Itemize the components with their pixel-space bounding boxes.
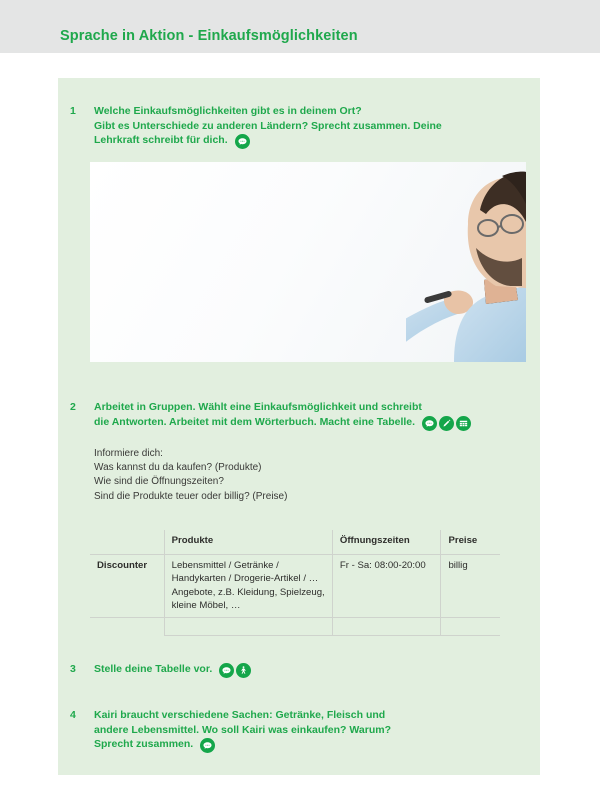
table-header — [90, 530, 500, 554]
table-row — [90, 554, 500, 617]
table-header-row — [90, 530, 500, 554]
exercise-4 — [70, 708, 391, 753]
exercise-4-line-3 — [94, 737, 391, 753]
exercise-2-text — [94, 400, 471, 431]
produkte-line-2: Handykarten / Drogerie-Artikel / … — [171, 573, 319, 585]
produkte-line-1: Lebensmittel / Getränke / — [171, 559, 279, 571]
exercise-1-line-2: Gibt es Unterschiede zu anderen Ländern? Sprecht zusammen. Deine — [94, 119, 442, 132]
table-header-blank — [90, 530, 164, 554]
exercise-2 — [70, 400, 471, 431]
exercise-1-icons — [235, 134, 250, 149]
table-header-produkte: Produkte — [164, 530, 332, 554]
person-walking-icon — [236, 663, 251, 678]
table-grid-icon — [456, 416, 471, 431]
table-body — [90, 554, 500, 635]
exercise-3-text — [94, 662, 251, 678]
info-line-1: Informiere dich: — [94, 448, 163, 459]
exercise-2-number: 2 — [70, 401, 76, 413]
speech-bubble-icon — [200, 738, 215, 753]
speech-bubble-icon — [219, 663, 234, 678]
exercise-1-line-1: Welche Einkaufsmöglichkeiten gibt es in deinem Ort? — [94, 105, 362, 117]
page-title: Sprache in Aktion - Einkaufsmöglichkeiten — [60, 28, 358, 44]
exercise-1-text — [94, 104, 442, 149]
teacher-illustration — [406, 162, 526, 362]
content-panel — [58, 78, 540, 775]
table-cell-row-label: Discounter — [90, 554, 164, 617]
table-cell-preise — [441, 617, 500, 635]
exercise-2-line-2 — [94, 415, 471, 431]
produkte-line-4: kleine Möbel, … — [171, 600, 241, 612]
exercise-1-number: 1 — [70, 105, 76, 117]
table-cell-oeffnungszeiten — [332, 617, 441, 635]
table-cell-row-label — [90, 617, 164, 635]
exercise-1 — [70, 104, 442, 149]
table-cell-oeffnungszeiten: Fr - Sa: 08:00-20:00 — [332, 554, 441, 617]
mindmap-photo — [90, 162, 526, 362]
produkte-line-3: Angebote, z.B. Kleidung, Spielzeug, — [171, 586, 325, 598]
table-cell-produkte — [164, 554, 332, 617]
speech-bubble-icon — [235, 134, 250, 149]
table-cell-produkte — [164, 617, 332, 635]
exercise-2-line-1: Arbeitet in Gruppen. Wählt eine Einkaufsmöglichkeit und schreibt — [94, 401, 422, 413]
table-cell-preise: billig — [441, 554, 500, 617]
exercise-4-text — [94, 708, 391, 753]
exercise-1-line-3 — [94, 133, 442, 149]
exercise-4-line-3-text: Sprecht zusammen. — [94, 738, 194, 750]
table-header-oeffnungszeiten: Öffnungszeiten — [332, 530, 441, 554]
header-bar — [0, 0, 600, 53]
pencil-icon — [439, 416, 454, 431]
table-header-preise: Preise — [441, 530, 500, 554]
speech-bubble-icon — [422, 416, 437, 431]
exercise-1-line-3-text: Lehrkraft schreibt für dich. — [94, 134, 228, 146]
exercise-4-icons — [200, 738, 215, 753]
exercise-4-number: 4 — [70, 709, 76, 721]
exercise-4-line-2: andere Lebensmittel. Wo soll Kairi was einkaufen? Warum? — [94, 723, 391, 736]
exercise-3-line-1 — [94, 662, 251, 678]
exercise-4-line-1: Kairi braucht verschiedene Sachen: Getränke, Fleisch und — [94, 709, 386, 721]
exercise-3-line-1-text: Stelle deine Tabelle vor. — [94, 663, 213, 675]
exercise-2-icons — [422, 416, 471, 431]
shopping-options-table — [90, 530, 500, 636]
exercise-3-number: 3 — [70, 663, 76, 675]
info-line-2: Was kannst du da kaufen? (Produkte) — [94, 462, 262, 474]
info-line-3: Wie sind die Öffnungszeiten? — [94, 476, 224, 488]
table-row — [90, 617, 500, 635]
info-block — [94, 447, 287, 504]
exercise-3-icons — [219, 663, 251, 678]
info-line-4: Sind die Produkte teuer oder billig? (Preise) — [94, 490, 288, 502]
exercise-3 — [70, 662, 251, 678]
exercise-2-line-2-text: die Antworten. Arbeitet mit dem Wörterbuch. Macht eine Tabelle. — [94, 415, 416, 428]
